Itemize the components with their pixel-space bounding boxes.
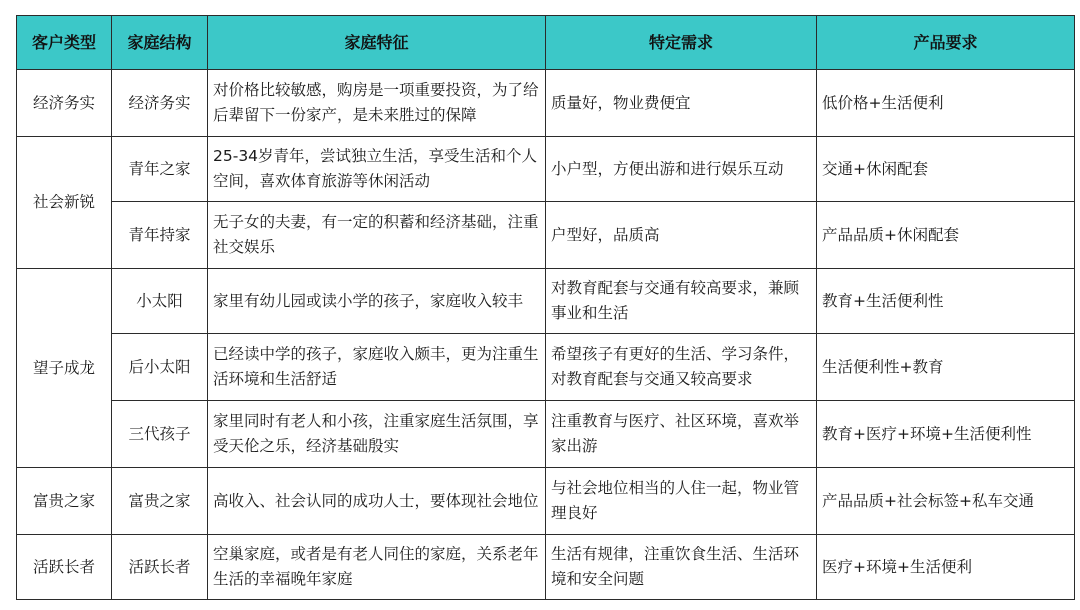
product-requirements-cell: 交通+休闲配套	[817, 137, 1075, 202]
table-row	[17, 468, 1075, 535]
family-features-cell: 空巢家庭，或者是有老人同住的家庭，关系老年生活的幸福晚年家庭	[208, 535, 546, 600]
header-family-structure: 家庭结构	[112, 16, 208, 70]
table-row	[17, 535, 1075, 600]
product-requirements-cell: 教育+生活便利性	[817, 269, 1075, 334]
product-requirements-cell: 医疗+环境+生活便利	[817, 535, 1075, 600]
customer-type-cell: 富贵之家	[17, 468, 112, 535]
header-family-features: 家庭特征	[208, 16, 546, 70]
customer-type-cell: 活跃长者	[17, 535, 112, 600]
family-features-cell: 对价格比较敏感，购房是一项重要投资，为了给后辈留下一份家产，是未来胜过的保障	[208, 70, 546, 137]
product-requirements-cell: 产品品质+社会标签+私车交通	[817, 468, 1075, 535]
family-structure-cell: 小太阳	[112, 269, 208, 334]
family-structure-cell: 后小太阳	[112, 334, 208, 401]
family-features-cell: 25-34岁青年，尝试独立生活，享受生活和个人空间，喜欢体育旅游等休闲活动	[208, 137, 546, 202]
family-features-cell: 家里有幼儿园或读小学的孩子，家庭收入较丰	[208, 269, 546, 334]
product-requirements-cell: 教育+医疗+环境+生活便利性	[817, 401, 1075, 468]
customer-segment-table	[16, 15, 1075, 600]
specific-needs-cell: 小户型，方便出游和进行娱乐互动	[546, 137, 817, 202]
family-structure-cell: 经济务实	[112, 70, 208, 137]
table-header-row	[17, 16, 1075, 70]
product-requirements-cell: 低价格+生活便利	[817, 70, 1075, 137]
family-structure-cell: 青年之家	[112, 137, 208, 202]
family-structure-cell: 富贵之家	[112, 468, 208, 535]
family-features-cell: 家里同时有老人和小孩，注重家庭生活氛围，享受天伦之乐，经济基础殷实	[208, 401, 546, 468]
specific-needs-cell: 质量好，物业费便宜	[546, 70, 817, 137]
table-row	[17, 334, 1075, 401]
table-row	[17, 70, 1075, 137]
family-features-cell: 高收入、社会认同的成功人士，要体现社会地位	[208, 468, 546, 535]
product-requirements-cell: 生活便利性+教育	[817, 334, 1075, 401]
family-structure-cell: 活跃长者	[112, 535, 208, 600]
table-row	[17, 202, 1075, 269]
specific-needs-cell: 生活有规律，注重饮食生活、生活环境和安全问题	[546, 535, 817, 600]
family-structure-cell: 三代孩子	[112, 401, 208, 468]
product-requirements-cell: 产品品质+休闲配套	[817, 202, 1075, 269]
family-structure-cell: 青年持家	[112, 202, 208, 269]
specific-needs-cell: 注重教育与医疗、社区环境，喜欢举家出游	[546, 401, 817, 468]
header-customer-type: 客户类型	[17, 16, 112, 70]
table-row	[17, 269, 1075, 334]
header-product-requirements: 产品要求	[817, 16, 1075, 70]
family-features-cell: 无子女的夫妻，有一定的积蓄和经济基础，注重社交娱乐	[208, 202, 546, 269]
specific-needs-cell: 户型好，品质高	[546, 202, 817, 269]
table-row	[17, 401, 1075, 468]
table-row	[17, 137, 1075, 202]
specific-needs-cell: 与社会地位相当的人住一起，物业管理良好	[546, 468, 817, 535]
header-specific-needs: 特定需求	[546, 16, 817, 70]
customer-type-cell: 望子成龙	[17, 269, 112, 468]
customer-type-cell: 社会新锐	[17, 137, 112, 269]
family-features-cell: 已经读中学的孩子，家庭收入颇丰，更为注重生活环境和生活舒适	[208, 334, 546, 401]
customer-type-cell: 经济务实	[17, 70, 112, 137]
specific-needs-cell: 希望孩子有更好的生活、学习条件，对教育配套与交通又较高要求	[546, 334, 817, 401]
specific-needs-cell: 对教育配套与交通有较高要求，兼顾事业和生活	[546, 269, 817, 334]
